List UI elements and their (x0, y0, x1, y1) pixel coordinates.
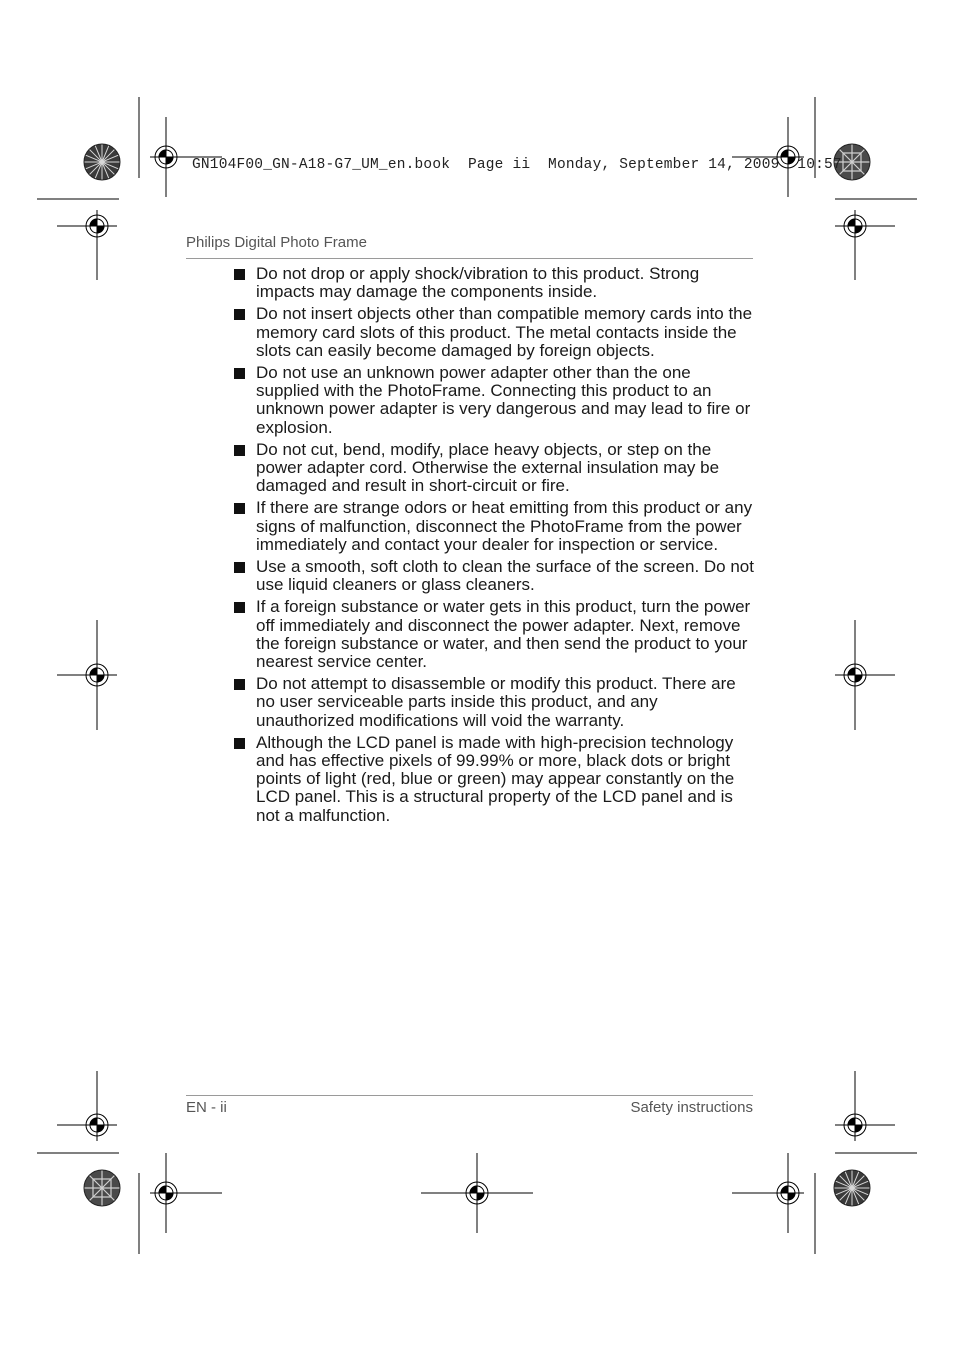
list-item (232, 734, 754, 825)
list-item (232, 441, 754, 496)
star-target-icon (84, 144, 120, 180)
section-title: Safety instructions (630, 1099, 753, 1116)
list-item (232, 598, 754, 671)
bullet-text: Do not attempt to disassemble or modify this product. There are no user serviceable parts inside this product, and any unauthorized modifications will void the warranty. (256, 674, 736, 730)
list-item (232, 558, 754, 594)
bullet-square-icon (234, 445, 245, 456)
registration-mark-icon (57, 620, 117, 730)
bullet-text: Do not use an unknown power adapter other than the one supplied with the PhotoFrame. Connecting this product to an unknown power adapter is very dangerous and may lead to fire or explosion. (256, 363, 751, 437)
page-number: EN - ii (186, 1099, 227, 1116)
bullet-square-icon (234, 503, 245, 514)
bullet-text: Do not insert objects other than compatible memory cards into the memory card slots of this product. The metal contacts inside the slots can easily become damaged by foreign objects. (256, 304, 753, 360)
running-header: Philips Digital Photo Frame (186, 234, 367, 251)
registration-mark-icon (421, 1153, 533, 1233)
bullet-text: If a foreign substance or water gets in this product, turn the power off immediately and disconnect the power adapter. Next, remove the foreign substance or water, and then send the product to your nearest service center. (256, 597, 751, 672)
bullet-square-icon (234, 309, 245, 320)
print-slug: GN104F00_GN-A18-G7_UM_en.book Page ii Monday, September 14, 2009 10:57 (192, 157, 842, 173)
safety-bullet-list (232, 265, 754, 829)
registration-mark-icon (150, 1153, 222, 1233)
star-target-icon (84, 1170, 120, 1206)
bullet-square-icon (234, 269, 245, 280)
bullet-text: If there are strange odors or heat emitting from this product or any signs of malfunction, disconnect the PhotoFrame from the power immediately and contact your dealer for inspection or service. (256, 498, 753, 554)
header-rule (186, 258, 753, 259)
list-item (232, 364, 754, 437)
bullet-square-icon (234, 679, 245, 690)
bullet-text: Although the LCD panel is made with high-precision technology and has effective pixels of 99.99% or more, black dots or bright points of light (red, blue or green) may appear constantly on the LCD panel. This is a structural property of the LCD panel and is not a malfunction. (256, 732, 735, 825)
registration-mark-icon (57, 210, 117, 280)
bullet-text: Use a smooth, soft cloth to clean the surface of the screen. Do not use liquid cleaners or glass cleaners. (256, 557, 754, 595)
list-item (232, 305, 754, 360)
registration-mark-icon (835, 1071, 895, 1141)
star-target-icon (834, 1170, 870, 1206)
bullet-square-icon (234, 602, 245, 613)
bullet-square-icon (234, 368, 245, 379)
registration-mark-icon (835, 620, 895, 730)
list-item (232, 265, 754, 301)
list-item (232, 675, 754, 730)
bullet-square-icon (234, 562, 245, 573)
bullet-square-icon (234, 738, 245, 749)
bullet-text: Do not drop or apply shock/vibration to this product. Strong impacts may damage the components inside. (256, 264, 700, 302)
footer-rule (186, 1095, 753, 1096)
registration-mark-icon (57, 1071, 117, 1141)
bullet-text: Do not cut, bend, modify, place heavy objects, or step on the power adapter cord. Otherwise the external insulation may be damaged and result in short-circuit or fire. (256, 439, 720, 496)
list-item (232, 499, 754, 554)
registration-mark-icon (732, 1153, 804, 1233)
registration-mark-icon (835, 210, 895, 280)
